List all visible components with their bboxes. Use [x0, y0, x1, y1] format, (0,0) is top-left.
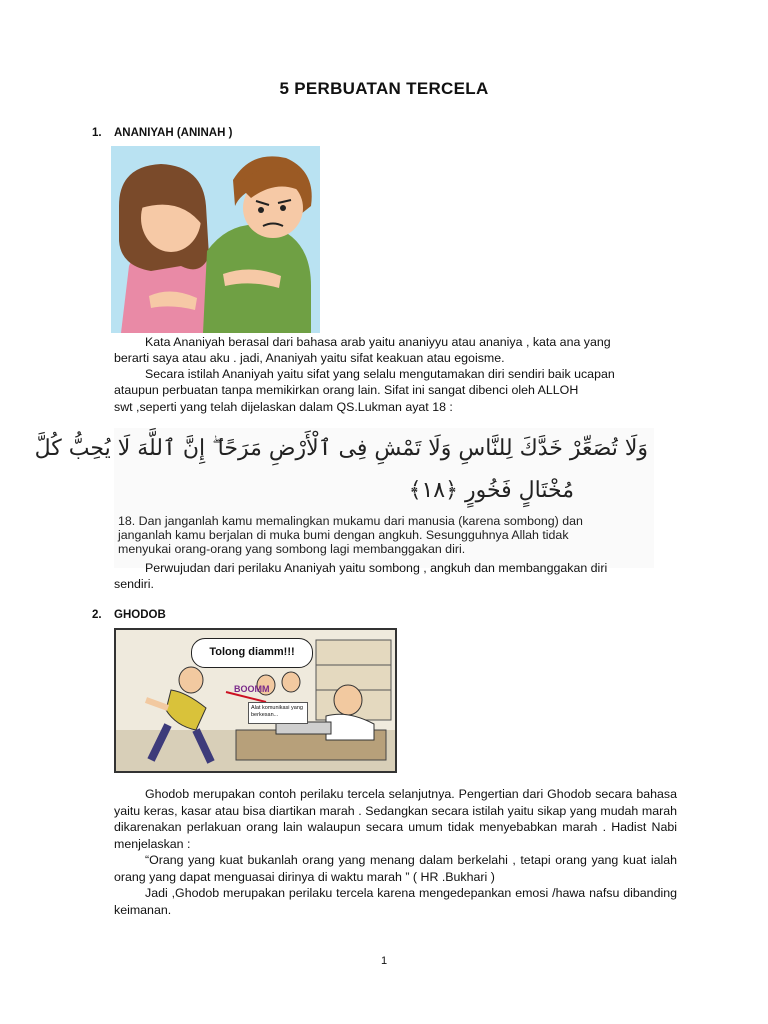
text-line: sendiri. — [114, 577, 154, 591]
section-title: GHODOB — [114, 609, 166, 621]
paragraph-ananiyah-perwujudan-cont — [114, 576, 674, 593]
text-line: berarti saya atau aku . jadi, Ananiyah yaitu sifat keakuan atau egoisme. — [114, 351, 505, 365]
sign-sticker: Alat komunikasi yang berkesan... — [248, 702, 308, 724]
paragraph-ananiyah-definition-cont — [114, 350, 662, 367]
text-line: ataupun perbuatan tanpa memikirkan orang lain. Sifat ini sangat dibenci oleh ALLOH — [114, 383, 579, 397]
couple-illustration-svg — [111, 146, 320, 333]
text-line: 18. Dan janganlah kamu memalingkan mukamu dari manusia (karena sombong) dan — [118, 514, 583, 528]
paragraph-ghodob-definition — [114, 786, 677, 918]
section-heading-ghodob — [92, 609, 166, 621]
text-paragraph: Ghodob merupakan contoh perilaku tercela selanjutnya. Pengertian dari Ghodob secara bahasa yaitu keras, kasar atau bisa diartikan marah . Sedangkan secara istilah yaitu sikap yang mudah marah dikarenakan perlakuan orang lain walaupun secara umum tidak menyebabkan marah . Hadist Nabi menjelaskan : — [114, 787, 677, 851]
sound-effect-text: BOOMM — [234, 684, 270, 694]
paragraph-ananiyah-istilah-cont — [114, 382, 674, 415]
hadith-quote: “Orang yang kuat bukanlah orang yang menang dalam berkelahi , tetapi orang yang kuat ialah orang yang dapat menguasai dirinya di waktu marah ” ( HR .Bukhari ) — [114, 853, 677, 884]
arabic-verse-line: مُخْتَالٍ فَخُورٍ ﴿١٨﴾ — [408, 478, 574, 503]
paragraph-ananiyah-perwujudan — [114, 560, 674, 577]
section-title: ANANIYAH (ANINAH ) — [114, 127, 233, 139]
illustration-angry-office — [114, 628, 397, 773]
verse-translation — [118, 514, 654, 556]
text-line: Secara istilah Ananiyah yaitu sifat yang selalu mengutamakan diri sendiri baik ucapan — [145, 367, 615, 381]
text-line: Kata Ananiyah berasal dari bahasa arab yaitu ananiyyu atau ananiya , kata ana yang — [145, 335, 611, 349]
text-line: janganlah kamu berjalan di muka bumi dengan angkuh. Sesungguhnya Allah tidak — [118, 528, 569, 542]
paragraph-ananiyah-istilah — [114, 366, 674, 383]
speech-bubble: Tolong diamm!!! — [191, 638, 313, 668]
text-line: Perwujudan dari perilaku Ananiyah yaitu sombong , angkuh dan membanggakan diri — [145, 561, 608, 575]
section-heading-ananiyah — [92, 127, 232, 139]
verse-image-lukman-18 — [34, 428, 654, 568]
section-number: 2. — [92, 609, 102, 621]
text-line: swt ,seperti yang telah dijelaskan dalam QS.Lukman ayat 18 : — [114, 399, 453, 414]
illustration-arguing-couple — [111, 146, 320, 333]
arabic-verse-line: وَلَا تُصَعِّرْ خَدَّكَ لِلنَّاسِ وَلَا تَمْشِ فِى ٱلْأَرْضِ مَرَحًا ۖ إِنَّ ٱللَّهَ لَا يُحِبُّ كُلَّ — [34, 436, 648, 461]
section-number: 1. — [92, 127, 102, 139]
page-number: 1 — [380, 955, 388, 967]
text-paragraph: Jadi ,Ghodob merupakan perilaku tercela karena mengedepankan emosi /hawa nafsu dibanding keimanan. — [114, 886, 677, 917]
page-title: 5 PERBUATAN TERCELA — [279, 79, 489, 98]
paragraph-ananiyah-definition — [114, 334, 662, 351]
text-line: menyukai orang-orang yang sombong lagi membanggakan diri. — [118, 542, 466, 556]
